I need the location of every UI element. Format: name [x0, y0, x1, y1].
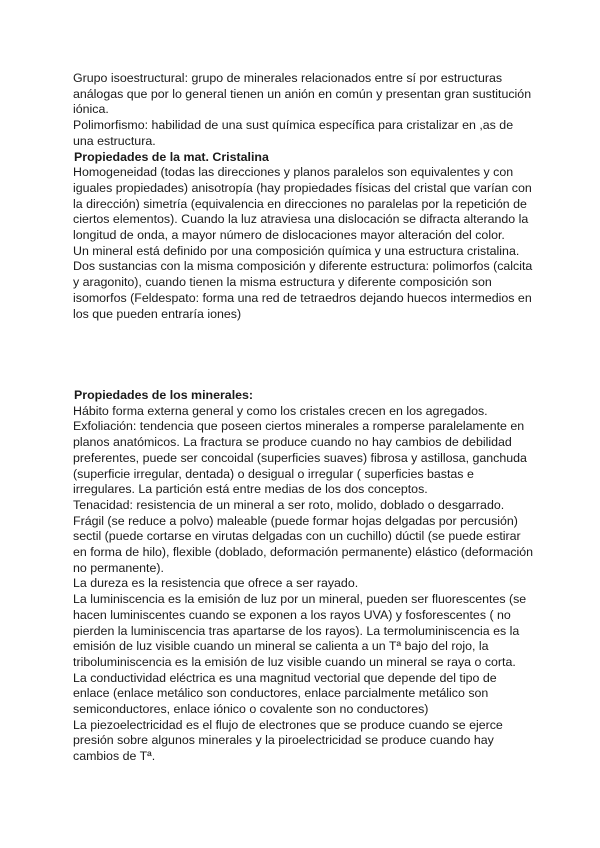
heading-mineral-properties: Propiedades de los minerales: [74, 388, 254, 402]
paragraph-tenacity: Tenacidad: resistencia de un mineral a ser roto, molido, doblado o desgarrado. Frágil (se reduce a polvo) maleable (puede formar hojas delgadas por percusión) sectil (puede cortarse en virutas delgadas con un cuchillo) dúctil (se puede estirar en forma de hilo), flexible (doblado, deformación permanente) elástico (deformación no permanente). [73, 497, 534, 575]
paragraph-habit: Hábito forma externa general y como los cristales crecen en los agregados. [73, 403, 488, 418]
paragraph-polymorphs-isomorphs: Dos sustancias con la misma composición y diferente estructura: polimorfos (calcita y aragonito), cuando tienen la misma estructura y diferente composición son isomorfos (Feldespato: forma una red de tetraedros dejando huecos intermedios en los que pueden entraría iones) [73, 259, 533, 321]
paragraph-mineral-definition: Un mineral está definido por una composición química y una estructura cristalina. [73, 243, 520, 258]
paragraph-polymorphism: Polimorfismo: habilidad de una sust química específica para cristalizar en ,as de una estructura. [73, 118, 514, 148]
paragraph-isostructural-group: Grupo isoestructural: grupo de minerales relacionados entre sí por estructuras análogas que por lo general tienen un anión en común y presentan gran sustitución iónica. [73, 71, 532, 117]
heading-crystalline-matter: Propiedades de la mat. Cristalina [74, 149, 269, 164]
paragraph-luminescence: La luminiscencia es la emisión de luz por un mineral, pueden ser fluorescentes (se hacen luminiscentes cuando se exponen a los rayos UVA) y fosforescentes ( no pierden la luminiscencia tras apartarse de los rayos). La termoluminiscencia es la emisión de luz visible cuando un mineral se calienta a un Tª bajo del rojo, la triboluminiscencia es la emisión de luz visible cuando un mineral se raya o corta. [73, 592, 527, 669]
text-block-crystalline-properties [73, 71, 535, 322]
text-block-mineral-properties [73, 388, 535, 765]
paragraph-hardness: La dureza es la resistencia que ofrece a ser rayado. [73, 576, 359, 591]
paragraph-conductivity: La conductividad eléctrica es una magnitud vectorial que depende del tipo de enlace (enlace metálico son conductores, enlace parcialmente metálico son semiconductores, enlace iónico o covalente son no conductores) [73, 670, 497, 717]
paragraph-homogeneity: Homogeneidad (todas las direcciones y planos paralelos son equivalentes y con iguales propiedades) anisotropía (hay propiedades físicas del cristal que varían con la dirección) simetría (equivalencia en direcciones no paralelas por la repetición de ciertos elementos). Cuando la luz atraviesa una dislocación se difracta alterando la longitud de onda, a mayor número de dislocaciones mayor alteración del color. [73, 165, 532, 243]
paragraph-piezoelectricity: La piezoelectricidad es el flujo de electrones que se produce cuando se ejerce presión sobre algunos minerales y la piroelectricidad se produce cuando hay cambios de Tª. [73, 717, 503, 764]
paragraph-cleavage: Exfoliación: tendencia que poseen ciertos minerales a romperse paralelamente en planos anatómicos. La fractura se produce cuando no hay cambios de debilidad preferentes, puede ser concoidal (superficies suaves) fibrosa y astillosa, ganchuda (superficie irregular, dentada) o desigual o irregular ( superficies bastas e irregulares. La partición está entre medias de los dos conceptos. [73, 419, 527, 497]
